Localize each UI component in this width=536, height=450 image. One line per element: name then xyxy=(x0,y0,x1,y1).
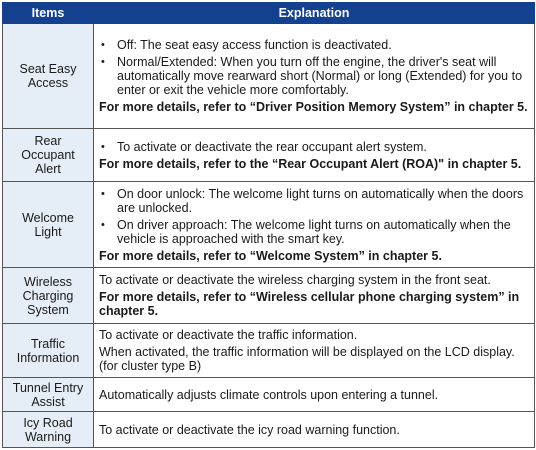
item-line: Light xyxy=(34,224,62,239)
table-row xyxy=(3,182,535,268)
bullet-text: On driver approach: The welcome light turns on automatically when the vehicle is approached with the smart key. xyxy=(117,217,511,246)
bullet-dot: • xyxy=(101,218,105,231)
reference-note: For more details, refer to “Wireless cellular phone charging system” in chapter 5. xyxy=(99,290,520,318)
row-item-label xyxy=(3,324,94,378)
item-line: Alert xyxy=(35,162,61,176)
bullet-text: To activate or deactivate the rear occupant alert system. xyxy=(117,139,427,154)
row-item-label xyxy=(3,24,94,129)
row-item-label xyxy=(3,182,94,268)
row-explanation xyxy=(94,24,535,129)
item-line: Rear xyxy=(34,134,62,148)
item-line: Wireless xyxy=(24,274,72,289)
bullet-text: On door unlock: The welcome light turns on automatically when the doors are unlocked. xyxy=(117,186,524,215)
bullet-item xyxy=(99,218,530,246)
bullet-dot: • xyxy=(101,56,105,68)
row-explanation xyxy=(94,378,535,412)
bullet-text: Normal/Extended: When you turn off the engine, the driver's seat will automatically move rearward short (Normal) or long (Extended) for you to enter or exit the vehicle more comfortably. xyxy=(117,55,523,97)
bullet-item xyxy=(99,187,530,215)
row-explanation xyxy=(94,412,535,448)
item-line: Tunnel Entry xyxy=(12,380,84,395)
item-line: Welcome xyxy=(22,210,74,225)
explanation-text: To activate or deactivate the traffic information. xyxy=(99,328,358,342)
row-item-label xyxy=(3,412,94,448)
explanation-text: To activate or deactivate the wireless charging system in the front seat. xyxy=(99,273,491,287)
settings-table xyxy=(2,2,535,448)
bullet-dot: • xyxy=(101,140,105,153)
column-header-explanation: Explanation xyxy=(94,3,535,24)
table-row xyxy=(3,412,535,448)
item-line: Warning xyxy=(24,429,72,444)
item-line: System xyxy=(27,302,69,317)
row-explanation xyxy=(94,268,535,324)
row-item-label xyxy=(3,378,94,412)
item-line: Charging xyxy=(22,288,74,303)
item-line: Traffic xyxy=(30,336,66,351)
item-line: Information xyxy=(16,350,80,365)
column-header-items: Items xyxy=(3,3,94,24)
bullet-item xyxy=(99,38,530,52)
bullet-dot: • xyxy=(101,187,105,200)
bullet-item xyxy=(99,140,530,154)
row-explanation xyxy=(94,129,535,182)
item-line: Access xyxy=(27,76,69,90)
bullet-item xyxy=(99,55,530,97)
reference-note: For more details, refer to “Driver Position Memory System” in chapter 5. xyxy=(99,100,528,114)
table-row xyxy=(3,378,535,412)
row-explanation xyxy=(94,182,535,268)
table-row xyxy=(3,24,535,129)
explanation-text: When activated, the traffic information will be displayed on the LCD display. (for cluster type B) xyxy=(99,345,515,373)
explanation-text: To activate or deactivate the icy road warning function. xyxy=(99,422,400,437)
row-item-label xyxy=(3,129,94,182)
item-line: Seat Easy xyxy=(19,62,77,76)
table-row xyxy=(3,129,535,182)
row-explanation xyxy=(94,324,535,378)
reference-note: For more details, refer to “Welcome System” in chapter 5. xyxy=(99,248,442,263)
table-row xyxy=(3,268,535,324)
bullet-dot: • xyxy=(101,39,105,51)
row-item-label xyxy=(3,268,94,324)
table-row xyxy=(3,324,535,378)
item-line: Icy Road xyxy=(23,415,73,430)
bullet-text: Off: The seat easy access function is deactivated. xyxy=(117,38,392,52)
table-header-row xyxy=(3,3,535,24)
reference-note: For more details, refer to the “Rear Occupant Alert (ROA)" in chapter 5. xyxy=(99,156,522,171)
explanation-text: Automatically adjusts climate controls upon entering a tunnel. xyxy=(99,387,439,402)
item-line: Occupant xyxy=(21,148,75,162)
item-line: Assist xyxy=(31,394,65,409)
